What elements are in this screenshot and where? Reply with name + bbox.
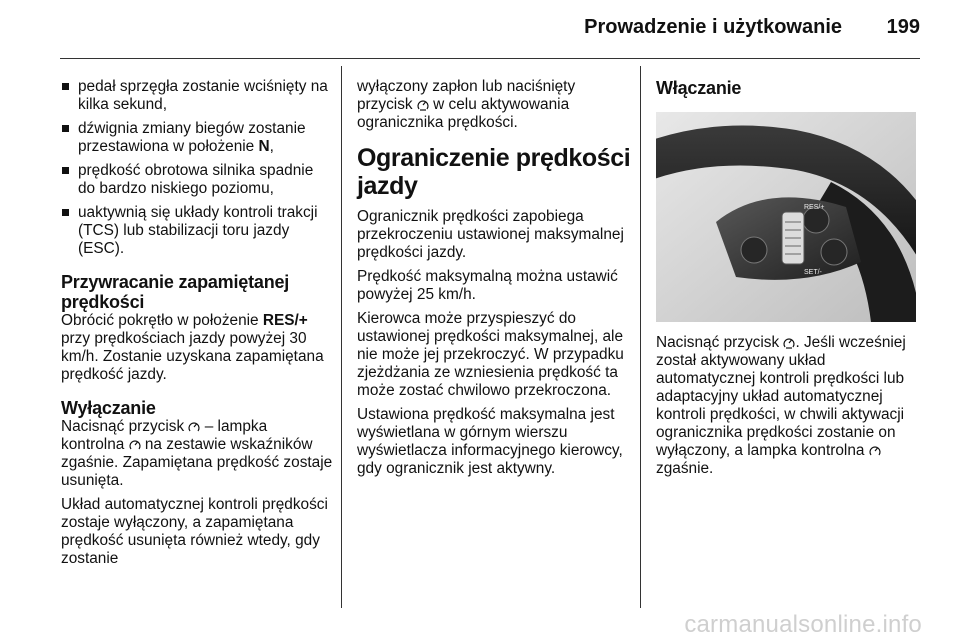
- speed-limiter-icon: [417, 98, 429, 111]
- steering-wheel-illustration: [656, 112, 916, 322]
- heading-speed-limiter: Ograniczenie prędkości jazdy: [357, 144, 631, 200]
- paragraph: Obrócić pokrętło w położenie RES/+ przy prędkościach jazdy powyżej 30 km/h. Zostanie uzyskana zapamiętana prędkość jazdy.: [61, 312, 324, 383]
- list-item: prędkość obrotowa silnika spadnie do bardzo niskiego poziomu,: [61, 162, 333, 198]
- paragraph: wyłączony zapłon lub naciśnięty przycisk w celu aktywowania ogranicznika prędkości.: [357, 78, 576, 131]
- column-divider: [640, 66, 641, 608]
- column-3: [656, 78, 926, 484]
- cruise-control-icon: [869, 444, 881, 457]
- list-item: uaktywnią się układy kontroli trakcji (TCS) lub stabilizacji toru jazdy (ESC).: [61, 204, 333, 258]
- paragraph: Prędkość maksymalną można ustawić powyżej 25 km/h.: [357, 268, 618, 303]
- heading-switch-on: Włączanie: [656, 78, 742, 98]
- bullet-list: [61, 78, 333, 258]
- paragraph: Ustawiona prędkość maksymalna jest wyświetlana w górnym wierszu wyświetlacza informacyjnego kierowcy, gdy ogranicznik jest aktywny.: [357, 406, 623, 477]
- figure-label-set: SET/-: [804, 269, 822, 276]
- column-2: [357, 78, 632, 484]
- gear-position: N: [258, 138, 270, 155]
- cruise-control-icon: [129, 438, 141, 451]
- res-label: RES/+: [262, 312, 308, 329]
- list-item: pedał sprzęgła zostanie wciśnięty na kilka sekund,: [61, 78, 333, 114]
- list-item: dźwignia zmiany biegów zostanie przestawiona w położenie N,: [61, 120, 333, 156]
- figure-label-res: RES/+: [804, 204, 825, 211]
- cruise-control-icon: [188, 420, 200, 433]
- steering-wheel-figure: [656, 112, 916, 322]
- paragraph: Ogranicznik prędkości zapobiega przekroczeniu ustawionej maksymalnej prędkości jazdy.: [357, 208, 624, 261]
- column-divider: [341, 66, 342, 608]
- watermark: carmanualsonline.info: [684, 611, 922, 638]
- column-1: [61, 78, 333, 574]
- header-title: Prowadzenie i użytkowanie: [584, 16, 842, 38]
- paragraph: Nacisnąć przycisk . Jeśli wcześniej został aktywowany układ automatycznej kontroli prędkości lub adaptacyjny układ automatycznej kontroli prędkości, w chwili aktywacji ogranicznika prędkości zostanie on wyłączony, a lampka kontrolna zgaśnie.: [656, 334, 906, 477]
- page-header: [0, 0, 960, 60]
- page-number: 199: [886, 16, 920, 38]
- paragraph: Układ automatycznej kontroli prędkości zostaje wyłączony, a zapamiętana prędkość usunięta również wtedy, gdy zostanie: [61, 496, 328, 567]
- paragraph: Kierowca może przyspieszyć do ustawionej prędkości maksymalnej, ale nie może jej przekroczyć. W przypadku zjeżdżania ze wzniesienia prędkość ta może zostać chwilowo przekroczona.: [357, 310, 624, 399]
- heading-restore-speed: Przywracanie zapamiętanej prędkości: [61, 272, 290, 312]
- speed-limiter-icon: [783, 336, 795, 349]
- header-rule: [60, 58, 920, 59]
- heading-switch-off: Wyłączanie: [61, 398, 156, 418]
- paragraph: Nacisnąć przycisk – lampka kontrolna na zestawie wskaźników zgaśnie. Zapamiętana prędkość zostaje usunięta.: [61, 418, 333, 489]
